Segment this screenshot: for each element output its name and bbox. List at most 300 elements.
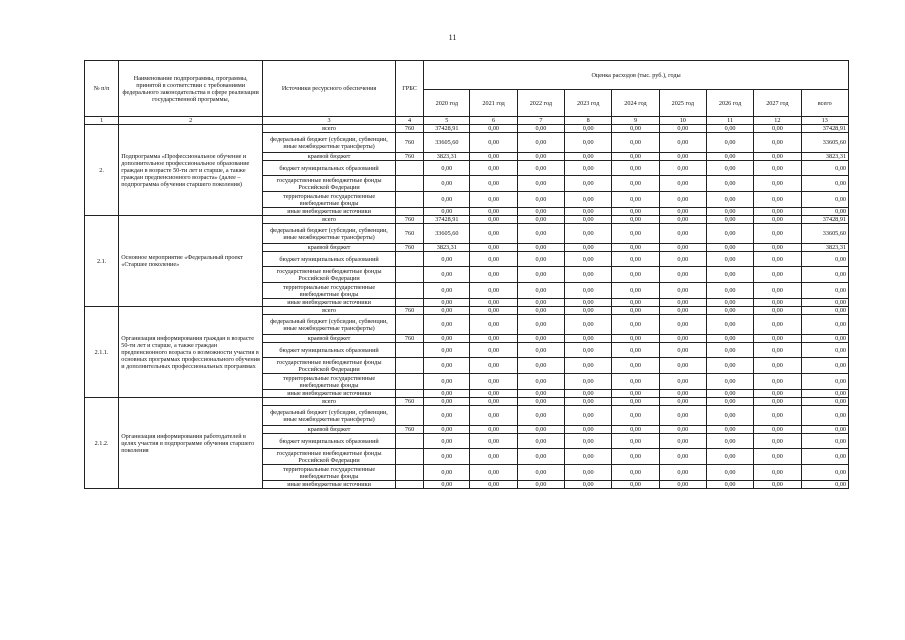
funding-source: территориальные государственные внебюджетные фонды: [263, 465, 396, 481]
funding-source: федеральный бюджет (субсидии, субвенции, иные межбюджетные трансферты): [263, 406, 396, 426]
year-value: 0,00: [612, 161, 659, 176]
grbs-code: [395, 465, 423, 481]
year-value: 0,00: [754, 434, 801, 449]
grbs-code: 760: [395, 398, 423, 406]
year-value: 0,00: [565, 481, 612, 489]
funding-source: территориальные государственные внебюджетные фонды: [263, 283, 396, 299]
column-number: 2: [119, 117, 263, 125]
year-value: 0,00: [659, 224, 706, 244]
year-value: 0,00: [612, 390, 659, 398]
year-value: 0,00: [706, 406, 753, 426]
year-value: 0,00: [612, 299, 659, 307]
column-number: 9: [612, 117, 659, 125]
year-value: 0,00: [659, 343, 706, 358]
funding-source: всего: [263, 307, 396, 315]
year-value: 0,00: [754, 343, 801, 358]
year-value: 0,00: [470, 133, 517, 153]
grbs-code: [395, 406, 423, 426]
header-sources: Источники ресурсного обеспечения: [263, 61, 396, 117]
year-value: 0,00: [612, 153, 659, 161]
year-value: 0,00: [565, 176, 612, 192]
year-value: 0,00: [612, 315, 659, 335]
year-value: 0,00: [565, 426, 612, 434]
year-value: 0,00: [659, 283, 706, 299]
grbs-code: [395, 192, 423, 208]
year-value: 0,00: [424, 406, 470, 426]
year-value: 0,00: [754, 208, 801, 216]
header-estimate: Оценка расходов (тыс. руб.), годы: [424, 61, 849, 90]
header-grbs: ГРБС: [395, 61, 423, 117]
year-value: 0,00: [612, 283, 659, 299]
year-value: 0,00: [565, 192, 612, 208]
table-row: [85, 307, 849, 315]
year-value: 0,00: [424, 307, 470, 315]
funding-source: краевой бюджет: [263, 244, 396, 252]
item-number: 2.: [85, 125, 119, 216]
table-row: [85, 398, 849, 406]
year-value: 0,00: [612, 176, 659, 192]
column-number: 4: [395, 117, 423, 125]
total-value: 33605,60: [801, 133, 848, 153]
year-value: 0,00: [659, 481, 706, 489]
year-value: 0,00: [754, 406, 801, 426]
year-value: 0,00: [565, 358, 612, 374]
funding-source: бюджет муниципальных образований: [263, 434, 396, 449]
total-value: 0,00: [801, 426, 848, 434]
year-value: 0,00: [470, 390, 517, 398]
year-value: 0,00: [470, 434, 517, 449]
year-value: 0,00: [470, 465, 517, 481]
grbs-code: [395, 390, 423, 398]
year-value: 33605,60: [424, 224, 470, 244]
column-number: 13: [801, 117, 848, 125]
year-value: 0,00: [565, 307, 612, 315]
year-value: 0,00: [424, 343, 470, 358]
total-value: 0,00: [801, 267, 848, 283]
year-value: 0,00: [424, 481, 470, 489]
year-value: 0,00: [659, 335, 706, 343]
year-value: 0,00: [470, 208, 517, 216]
year-value: 0,00: [612, 224, 659, 244]
year-value: 0,00: [424, 374, 470, 390]
year-value: 0,00: [754, 358, 801, 374]
year-value: 0,00: [470, 406, 517, 426]
item-number: 2.1.2.: [85, 398, 119, 489]
year-value: 0,00: [754, 125, 801, 133]
year-value: 0,00: [517, 153, 564, 161]
year-value: 0,00: [517, 283, 564, 299]
year-value: 0,00: [517, 398, 564, 406]
year-value: 0,00: [612, 125, 659, 133]
year-value: 0,00: [706, 299, 753, 307]
total-value: 0,00: [801, 299, 848, 307]
total-value: 0,00: [801, 358, 848, 374]
funding-source: бюджет муниципальных образований: [263, 161, 396, 176]
year-value: 0,00: [424, 267, 470, 283]
year-value: 0,00: [424, 426, 470, 434]
year-value: 0,00: [470, 283, 517, 299]
header-num: № п/п: [85, 61, 119, 117]
year-value: 0,00: [470, 449, 517, 465]
year-value: 0,00: [517, 449, 564, 465]
year-value: 0,00: [659, 398, 706, 406]
year-value: 0,00: [424, 449, 470, 465]
total-value: 0,00: [801, 283, 848, 299]
year-value: 0,00: [612, 252, 659, 267]
year-value: 0,00: [659, 315, 706, 335]
column-number: 3: [263, 117, 396, 125]
year-value: 0,00: [517, 335, 564, 343]
year-value: 0,00: [612, 208, 659, 216]
year-value: 0,00: [659, 426, 706, 434]
year-value: 0,00: [565, 315, 612, 335]
year-value: 0,00: [706, 267, 753, 283]
total-value: 0,00: [801, 252, 848, 267]
funding-source: краевой бюджет: [263, 153, 396, 161]
year-value: 0,00: [659, 449, 706, 465]
year-value: 0,00: [565, 224, 612, 244]
year-value: 0,00: [659, 161, 706, 176]
year-value: 0,00: [470, 252, 517, 267]
funding-source: всего: [263, 398, 396, 406]
page-number: 11: [448, 33, 457, 42]
year-value: 0,00: [517, 252, 564, 267]
total-value: 0,00: [801, 176, 848, 192]
year-value: 0,00: [424, 283, 470, 299]
grbs-code: [395, 481, 423, 489]
year-value: 0,00: [754, 133, 801, 153]
funding-source: федеральный бюджет (субсидии, субвенции, иные межбюджетные трансферты): [263, 133, 396, 153]
year-value: 0,00: [706, 208, 753, 216]
year-value: 0,00: [517, 343, 564, 358]
year-value: 0,00: [706, 481, 753, 489]
year-value: 0,00: [706, 133, 753, 153]
year-value: 0,00: [470, 343, 517, 358]
item-name: Организация информирования граждан в возрасте 50-ти лет и старше, а также граждан предпенсионного возраста о возможности участия в основных программах профессионального обучения и дополнительных профессиональных программах: [119, 307, 263, 398]
year-value: 0,00: [706, 398, 753, 406]
year-value: 0,00: [706, 315, 753, 335]
year-value: 0,00: [517, 307, 564, 315]
year-value: 0,00: [706, 390, 753, 398]
total-value: 0,00: [801, 406, 848, 426]
header-year: 2023 год: [565, 90, 612, 117]
year-value: 0,00: [612, 192, 659, 208]
header-year: всего: [801, 90, 848, 117]
year-value: 0,00: [470, 426, 517, 434]
year-value: 0,00: [470, 153, 517, 161]
year-value: 0,00: [659, 465, 706, 481]
year-value: 0,00: [706, 176, 753, 192]
year-value: 0,00: [470, 244, 517, 252]
year-value: 0,00: [754, 335, 801, 343]
total-value: 37428,91: [801, 216, 848, 224]
year-value: 0,00: [754, 449, 801, 465]
year-value: 0,00: [565, 299, 612, 307]
year-value: 0,00: [470, 307, 517, 315]
year-value: 0,00: [517, 481, 564, 489]
year-value: 0,00: [565, 406, 612, 426]
grbs-code: [395, 283, 423, 299]
grbs-code: [395, 252, 423, 267]
grbs-code: [395, 267, 423, 283]
column-number: 8: [565, 117, 612, 125]
year-value: 0,00: [754, 426, 801, 434]
grbs-code: [395, 449, 423, 465]
year-value: 0,00: [565, 449, 612, 465]
year-value: 0,00: [470, 216, 517, 224]
year-value: 0,00: [706, 161, 753, 176]
year-value: 0,00: [565, 252, 612, 267]
funding-source: бюджет муниципальных образований: [263, 343, 396, 358]
year-value: 0,00: [517, 244, 564, 252]
year-value: 0,00: [517, 465, 564, 481]
funding-source: всего: [263, 125, 396, 133]
year-value: 0,00: [470, 125, 517, 133]
year-value: 0,00: [565, 153, 612, 161]
total-value: 0,00: [801, 465, 848, 481]
year-value: 0,00: [612, 343, 659, 358]
year-value: 0,00: [612, 133, 659, 153]
funding-source: государственные внебюджетные фонды Российской Федерации: [263, 267, 396, 283]
year-value: 0,00: [612, 244, 659, 252]
year-value: 0,00: [424, 176, 470, 192]
year-value: 0,00: [659, 390, 706, 398]
header-year: 2022 год: [517, 90, 564, 117]
year-value: 33605,60: [424, 133, 470, 153]
year-value: 0,00: [706, 449, 753, 465]
year-value: 0,00: [612, 481, 659, 489]
year-value: 0,00: [706, 307, 753, 315]
column-number: 7: [517, 117, 564, 125]
year-value: 0,00: [706, 343, 753, 358]
year-value: 0,00: [470, 161, 517, 176]
year-value: 0,00: [517, 374, 564, 390]
year-value: 0,00: [754, 252, 801, 267]
grbs-code: 760: [395, 125, 423, 133]
year-value: 0,00: [706, 153, 753, 161]
year-value: 0,00: [659, 153, 706, 161]
year-value: 0,00: [517, 358, 564, 374]
funding-source: территориальные государственные внебюджетные фонды: [263, 192, 396, 208]
year-value: 0,00: [517, 133, 564, 153]
total-value: 0,00: [801, 315, 848, 335]
funding-source: краевой бюджет: [263, 426, 396, 434]
item-number: 2.1.1.: [85, 307, 119, 398]
total-value: 0,00: [801, 161, 848, 176]
year-value: 0,00: [659, 244, 706, 252]
year-value: 0,00: [517, 390, 564, 398]
year-value: 0,00: [612, 216, 659, 224]
year-value: 0,00: [754, 398, 801, 406]
funding-source: федеральный бюджет (субсидии, субвенции, иные межбюджетные трансферты): [263, 315, 396, 335]
table-row: [85, 125, 849, 133]
year-value: 0,00: [565, 283, 612, 299]
year-value: 0,00: [470, 335, 517, 343]
total-value: 0,00: [801, 398, 848, 406]
year-value: 0,00: [612, 267, 659, 283]
year-value: 0,00: [706, 434, 753, 449]
year-value: 3823,31: [424, 153, 470, 161]
year-value: 0,00: [470, 398, 517, 406]
total-value: 0,00: [801, 335, 848, 343]
grbs-code: [395, 208, 423, 216]
year-value: 0,00: [517, 224, 564, 244]
year-value: 0,00: [424, 335, 470, 343]
year-value: 0,00: [517, 434, 564, 449]
grbs-code: 760: [395, 216, 423, 224]
table-header: [85, 61, 849, 125]
year-value: 0,00: [470, 267, 517, 283]
grbs-code: [395, 343, 423, 358]
funding-source: территориальные государственные внебюджетные фонды: [263, 374, 396, 390]
total-value: 0,00: [801, 307, 848, 315]
grbs-code: [395, 434, 423, 449]
year-value: 0,00: [659, 208, 706, 216]
table-row: [85, 216, 849, 224]
total-value: 3823,31: [801, 153, 848, 161]
year-value: 0,00: [754, 390, 801, 398]
year-value: 0,00: [659, 216, 706, 224]
funding-source: иные внебюджетные источники: [263, 481, 396, 489]
year-value: 0,00: [470, 176, 517, 192]
year-value: 0,00: [659, 434, 706, 449]
column-number: 12: [754, 117, 801, 125]
year-value: 0,00: [659, 252, 706, 267]
year-value: 0,00: [565, 434, 612, 449]
year-value: 0,00: [470, 374, 517, 390]
year-value: 0,00: [470, 315, 517, 335]
year-value: 0,00: [517, 299, 564, 307]
column-number: 10: [659, 117, 706, 125]
year-value: 0,00: [754, 315, 801, 335]
year-value: 0,00: [612, 374, 659, 390]
year-value: 0,00: [659, 406, 706, 426]
year-value: 0,00: [517, 315, 564, 335]
year-value: 0,00: [706, 192, 753, 208]
total-value: 0,00: [801, 374, 848, 390]
year-value: 0,00: [706, 465, 753, 481]
funding-source: бюджет муниципальных образований: [263, 252, 396, 267]
year-value: 0,00: [659, 358, 706, 374]
year-value: 0,00: [706, 216, 753, 224]
year-value: 0,00: [659, 299, 706, 307]
header-year: 2027 год: [754, 90, 801, 117]
year-value: 0,00: [424, 208, 470, 216]
item-number: 2.1.: [85, 216, 119, 307]
year-value: 0,00: [565, 244, 612, 252]
year-value: 0,00: [612, 434, 659, 449]
year-value: 0,00: [565, 161, 612, 176]
column-number: 1: [85, 117, 119, 125]
year-value: 37428,91: [424, 216, 470, 224]
year-value: 0,00: [565, 390, 612, 398]
year-value: 0,00: [565, 374, 612, 390]
total-value: 0,00: [801, 390, 848, 398]
year-value: 0,00: [706, 244, 753, 252]
grbs-code: [395, 315, 423, 335]
header-name: Наименование подпрограммы, программы, принятой в соответствии с требованиями федерального законодательства в сфере реализации государственной программы,: [119, 61, 263, 117]
total-value: 0,00: [801, 434, 848, 449]
funding-source: иные внебюджетные источники: [263, 208, 396, 216]
year-value: 0,00: [754, 299, 801, 307]
year-value: 0,00: [754, 216, 801, 224]
year-value: 0,00: [706, 125, 753, 133]
year-value: 37428,91: [424, 125, 470, 133]
year-value: 0,00: [754, 283, 801, 299]
year-value: 0,00: [470, 299, 517, 307]
column-number: 6: [470, 117, 517, 125]
header-year: 2026 год: [706, 90, 753, 117]
year-value: 0,00: [659, 176, 706, 192]
grbs-code: 760: [395, 153, 423, 161]
column-number: 11: [706, 117, 753, 125]
item-name: Подпрограмма «Профессиональное обучение и дополнительное профессиональное образование граждан в возрасте 50-ти лет и старше, а также граждан предпенсионного возраста» (далее – подпрограмма обучения старшего поколения): [119, 125, 263, 216]
year-value: 0,00: [659, 133, 706, 153]
year-value: 0,00: [565, 216, 612, 224]
grbs-code: [395, 176, 423, 192]
header-year: 2025 год: [659, 90, 706, 117]
year-value: 0,00: [754, 192, 801, 208]
header-year: 2020 год: [424, 90, 470, 117]
year-value: 0,00: [565, 133, 612, 153]
year-value: 0,00: [565, 398, 612, 406]
year-value: 0,00: [424, 398, 470, 406]
year-value: 0,00: [754, 465, 801, 481]
funding-source: государственные внебюджетные фонды Российской Федерации: [263, 176, 396, 192]
year-value: 0,00: [659, 374, 706, 390]
year-value: 0,00: [754, 176, 801, 192]
table-body: [85, 125, 849, 489]
year-value: 0,00: [517, 426, 564, 434]
year-value: 0,00: [565, 125, 612, 133]
year-value: 0,00: [517, 267, 564, 283]
year-value: 0,00: [659, 307, 706, 315]
year-value: 0,00: [754, 374, 801, 390]
total-value: 33605,60: [801, 224, 848, 244]
grbs-code: [395, 374, 423, 390]
header-year: 2024 год: [612, 90, 659, 117]
total-value: 37428,91: [801, 125, 848, 133]
year-value: 0,00: [565, 335, 612, 343]
year-value: 0,00: [517, 208, 564, 216]
year-value: 0,00: [754, 224, 801, 244]
item-name: Основное мероприятие «Федеральный проект «Старшее поколение»: [119, 216, 263, 307]
grbs-code: 760: [395, 426, 423, 434]
year-value: 0,00: [754, 161, 801, 176]
year-value: 0,00: [470, 481, 517, 489]
year-value: 0,00: [612, 465, 659, 481]
grbs-code: 760: [395, 133, 423, 153]
year-value: 0,00: [424, 465, 470, 481]
total-value: 0,00: [801, 343, 848, 358]
year-value: 0,00: [706, 374, 753, 390]
year-value: 0,00: [706, 283, 753, 299]
year-value: 0,00: [470, 192, 517, 208]
total-value: 3823,31: [801, 244, 848, 252]
grbs-code: 760: [395, 307, 423, 315]
year-value: 0,00: [565, 267, 612, 283]
year-value: 0,00: [706, 252, 753, 267]
grbs-code: [395, 299, 423, 307]
year-value: 0,00: [612, 449, 659, 465]
total-value: 0,00: [801, 208, 848, 216]
year-value: 0,00: [659, 192, 706, 208]
year-value: 0,00: [754, 307, 801, 315]
funding-source: краевой бюджет: [263, 335, 396, 343]
year-value: 3823,31: [424, 244, 470, 252]
year-value: 0,00: [517, 176, 564, 192]
item-name: Организация информирования работодателей в целях участия в подпрограмме обучения старшего поколения: [119, 398, 263, 489]
